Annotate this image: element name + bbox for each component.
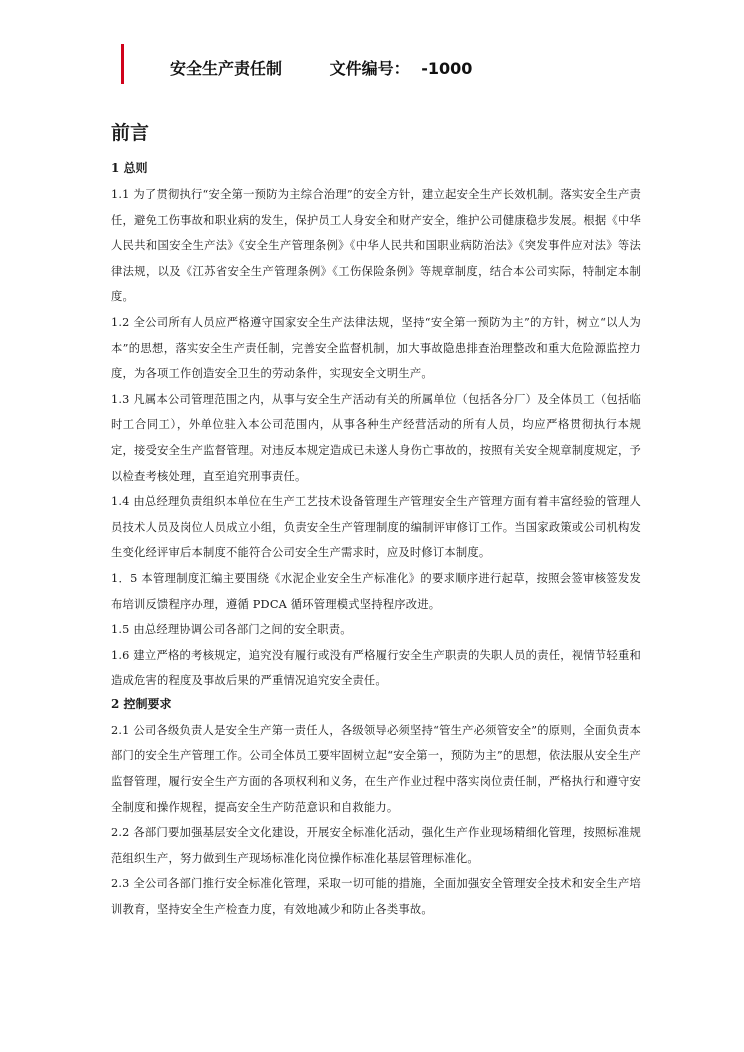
paragraph-1-3: 1.3 凡属本公司管理范围之内，从事与安全生产活动有关的所属单位（包括各分厂）及全体员工（包括临时工合同工），外单位驻入本公司范围内，从事各种生产经营活动的所有人员，均应严格贯彻执行本规定，接受安全生产监督管理。对违反本规定造成已未遂人身伤亡事故的，按照有关安全规章制度规定，予以检查考核处理，直至追究刑事责任。: [111, 392, 641, 483]
paragraph-1-2: 1.2 全公司所有人员应严格遵守国家安全生产法律法规，坚持“安全第一预防为主”的方针，树立“以人为本”的思想，落实安全生产责任制，完善安全监督机制，加大事故隐患排查治理整改和重大危险源监控力度，为各项工作创造安全卫生的劳动条件，实现安全文明生产。: [111, 315, 641, 381]
paragraph-2-3: 2.3 全公司各部门推行安全标准化管理，采取一切可能的措施，全面加强安全管理安全技术和安全生产培训教育，坚持安全生产检查力度，有效地减少和防止各类事故。: [111, 877, 641, 917]
paragraph-1-4: 1.4 由总经理负责组织本单位在生产工艺技术设备管理生产管理安全生产管理方面有着丰富经验的管理人员技术人员及岗位人员成立小组，负责安全生产管理制度的编制评审修订工作。当国家政策或公司机构发生变化经评审后本制度不能符合公司安全生产需求时，应及时修订本制度。: [111, 495, 641, 560]
paragraph-1-5a: 1．5 本管理制度汇编主要围绕《水泥企业安全生产标准化》的要求顺序进行起草，按照会签审核签发发布培训反馈程序办理，遵循 PDCA 循环管理模式坚持程序改进。: [111, 571, 641, 611]
document-header: [170, 56, 472, 79]
paragraph-1-6: 1.6 建立严格的考核规定，追究没有履行或没有严格履行安全生产职责的失职人员的责任，视情节轻重和造成危害的程度及事故后果的严重情况追究安全责任。: [111, 648, 641, 688]
paragraph-2-2: 2.2 各部门要加强基层安全文化建设，开展安全标准化活动，强化生产作业现场精细化管理，按照标准规范组织生产，努力做到生产现场标准化岗位操作标准化基层管理标准化。: [111, 826, 641, 865]
section-heading-general: 1 总则: [111, 161, 148, 175]
paragraph-2-1: 2.1 公司各级负责人是安全生产第一责任人，各级领导必须坚持“管生产必须管安全”的原则，全面负责本部门的安全生产管理工作。公司全体员工要牢固树立起“安全第一，预防为主”的思想，依法服从安全生产监督管理，履行安全生产方面的各项权利和义务，在生产作业过程中落实岗位责任制，严格执行和遵守安全制度和操作规程，提高安全生产防范意识和自救能力。: [111, 723, 641, 814]
doc-number-label: 文件编号：: [329, 59, 410, 78]
document-body: [111, 120, 641, 923]
document-title: 安全生产责任制: [170, 59, 283, 78]
paragraph-1-1: 1.1 为了贯彻执行“安全第一预防为主综合治理”的安全方针，建立起安全生产长效机制。落实安全生产责任，避免工伤事故和职业病的发生，保护员工人身安全和财产安全，维护公司健康稳步发展。根据《中华人民共和国安全生产法》《安全生产管理条例》《中华人民共和国职业病防治法》《突发事件应对法》等法律法规，以及《江苏省安全生产管理条例》《工伤保险条例》等规章制度，结合本公司实际，特制定本制度。: [111, 188, 641, 304]
section-heading-control: 2 控制要求: [111, 696, 172, 711]
header-accent-bar: [121, 44, 124, 84]
paragraph-1-5b: 1.5 由总经理协调公司各部门之间的安全职责。: [111, 623, 352, 637]
preface-title: 前言: [111, 122, 150, 144]
doc-number: -1000: [421, 59, 473, 78]
